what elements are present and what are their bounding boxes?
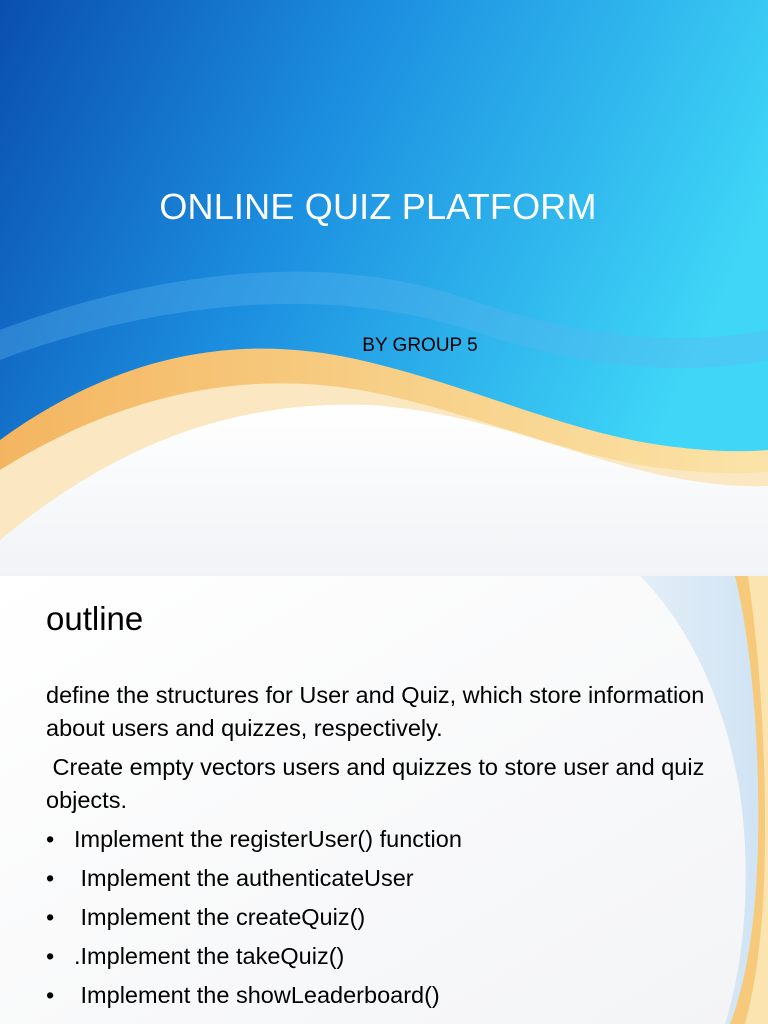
list-item-text: Implement the registerUser() function — [74, 826, 462, 852]
list-item — [46, 823, 736, 856]
list-item-text: .Implement the takeQuiz() — [74, 943, 345, 969]
bullet-icon: • — [46, 904, 55, 930]
outline-body — [46, 679, 736, 1018]
outline-paragraph: Create empty vectors users and quizzes to store user and quiz objects. — [46, 754, 711, 813]
list-item — [46, 940, 736, 973]
outline-paragraph: define the structures for User and Quiz, which store information about users and quizzes, respectively. — [46, 682, 705, 741]
list-item — [46, 862, 736, 895]
bullet-icon: • — [46, 865, 55, 891]
list-item — [46, 901, 736, 934]
bullet-icon: • — [46, 826, 55, 852]
slide-subtitle: BY GROUP 5 — [362, 335, 478, 356]
slide-title: ONLINE QUIZ PLATFORM — [159, 186, 597, 227]
outline-heading: outline — [46, 600, 144, 637]
list-item-text: Implement the showLeaderboard() — [74, 982, 440, 1008]
outline-bullet-list — [46, 823, 736, 1012]
list-item-text: Implement the createQuiz() — [74, 904, 366, 930]
list-item — [46, 979, 736, 1012]
bullet-icon: • — [46, 943, 55, 969]
list-item-text: Implement the authenticateUser — [74, 865, 414, 891]
bullet-icon: • — [46, 982, 55, 1008]
outline-slide — [0, 576, 768, 1024]
